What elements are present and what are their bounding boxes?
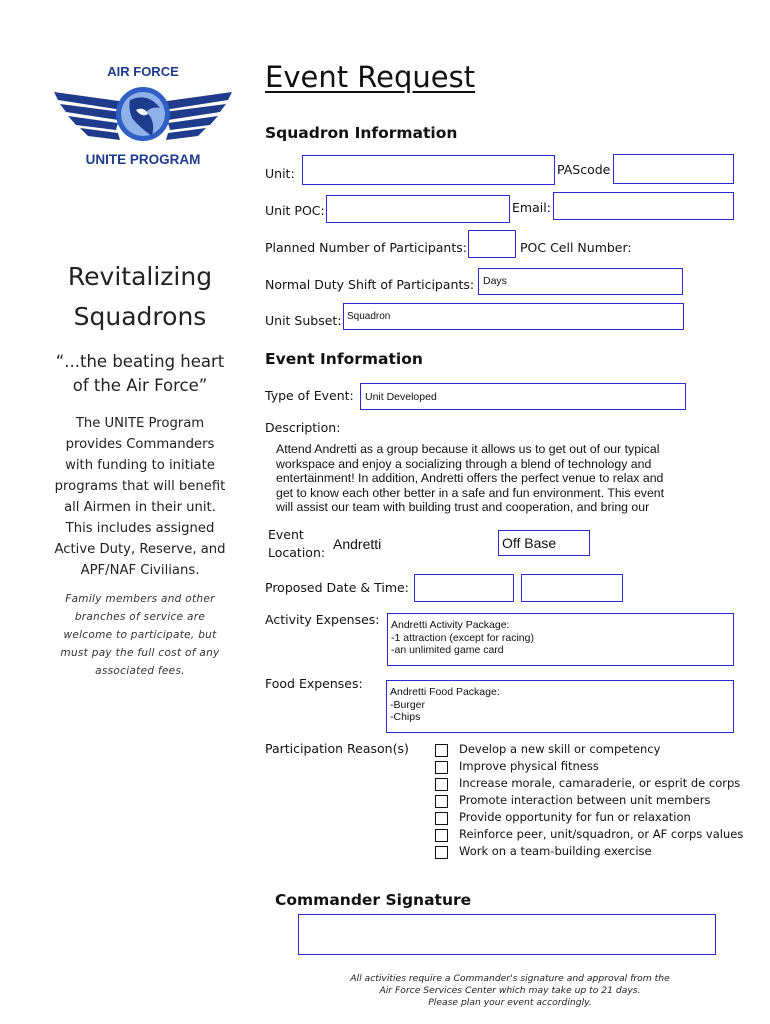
sidebar-body-line: The UNITE Program (75, 416, 205, 431)
email-label: Email: (512, 200, 551, 215)
description-line: Attend Andretti as a group because it allows us to get out of our typical (276, 442, 660, 456)
pascode-field[interactable] (613, 154, 734, 184)
activity-expenses-line: -an unlimited game card (391, 644, 504, 656)
unit-poc-label: Unit POC: (265, 203, 325, 218)
event-section-heading: Event Information (265, 350, 423, 368)
reason-checkbox[interactable] (435, 761, 448, 774)
reason-label: Increase morale, camaraderie, or esprit de corps (459, 776, 741, 790)
sidebar-note-line: associated fees. (95, 665, 185, 677)
reason-checkbox[interactable] (435, 778, 448, 791)
event-type-label: Type of Event: (265, 388, 354, 403)
base-location-field[interactable] (498, 530, 590, 556)
footer-note-line: Air Force Services Center which may take up to 21 days. (379, 985, 641, 996)
reason-label: Develop a new skill or competency (459, 742, 661, 756)
signature-heading: Commander Signature (275, 891, 472, 909)
description-field[interactable] (276, 442, 696, 522)
footer-note-line: All activities require a Commander's signature and approval from the (350, 973, 670, 984)
participation-reasons-label: Participation Reason(s) (265, 741, 409, 756)
unit-label: Unit: (265, 166, 295, 181)
proposed-date-label: Proposed Date & Time: (265, 580, 409, 595)
sidebar-body-line: APF/NAF Civilians. (80, 563, 200, 578)
sidebar-body-line: programs that will benefit (54, 479, 226, 494)
sidebar-note-line: must pay the full cost of any (60, 647, 220, 659)
squadron-section-heading: Squadron Information (265, 124, 458, 142)
description-line: entertainment! In addition, Andretti offers the perfect venue to relax and (276, 471, 664, 485)
poc-cell-label: POC Cell Number: (520, 240, 632, 255)
sidebar-body-line: Active Duty, Reserve, and (54, 542, 226, 557)
proposed-time-field[interactable] (521, 574, 623, 602)
reason-label: Promote interaction between unit members (459, 793, 711, 807)
sidebar-body-line: all Airmen in their unit. (64, 500, 216, 515)
event-type-value: Unit Developed (365, 391, 437, 403)
reason-checkbox[interactable] (435, 812, 448, 825)
food-expenses-label: Food Expenses: (265, 676, 363, 691)
activity-expenses-field[interactable] (387, 613, 734, 666)
food-expenses-line: -Burger (390, 698, 426, 711)
base-location-value: Off Base (502, 535, 557, 551)
footer-note (300, 973, 720, 1009)
event-type-field[interactable] (360, 383, 686, 410)
unit-subset-label: Unit Subset: (265, 313, 342, 328)
description-label: Description: (265, 420, 341, 435)
unit-field[interactable] (302, 155, 555, 185)
page-title: Event Request (265, 60, 476, 94)
sidebar-body-line: This includes assigned (65, 521, 215, 536)
air-force-unite-logo (48, 62, 238, 174)
unit-subset-field[interactable] (343, 303, 684, 330)
pascode-label: PAScode (557, 162, 611, 177)
duty-shift-value: Days (483, 275, 507, 287)
unit-subset-value: Squadron (347, 311, 391, 322)
sidebar-note-line: welcome to participate, but (63, 629, 217, 641)
food-expenses-line: Andretti Food Package: (390, 686, 500, 698)
reason-checkbox[interactable] (435, 744, 448, 757)
activity-expenses-line: Andretti Activity Package: (391, 619, 510, 631)
description-line: will assist our team with building trust and cooperation, and bring our (276, 500, 650, 514)
sidebar-body-line: with funding to initiate (65, 458, 215, 473)
event-location-label-line1: Event (268, 527, 304, 542)
description-line: workspace and enjoy a socializing through a blend of technology and (276, 456, 652, 471)
sidebar-note-line: Family members and other (65, 593, 215, 605)
duty-shift-label: Normal Duty Shift of Participants: (265, 277, 475, 292)
event-location-label-line2: Location: (268, 545, 326, 560)
reason-checkbox[interactable] (435, 795, 448, 808)
participants-label: Planned Number of Participants: (265, 240, 467, 255)
reason-checkbox[interactable] (435, 829, 448, 842)
logo-bottom-text: UNITE PROGRAM (85, 152, 201, 167)
reason-label: Provide opportunity for fun or relaxation (459, 810, 691, 824)
footer-note-line: Please plan your event accordingly. (428, 997, 592, 1008)
email-field[interactable] (553, 192, 734, 220)
proposed-date-field[interactable] (414, 574, 514, 602)
food-expenses-field[interactable] (386, 680, 734, 733)
reason-checkbox[interactable] (435, 846, 448, 859)
description-line: get to know each other better in a safe and fun environment. This event (276, 485, 665, 500)
logo-top-text: AIR FORCE (107, 64, 179, 79)
food-expenses-line: -Chips (390, 711, 421, 723)
sidebar-quote-line2: of the Air Force” (72, 376, 208, 395)
participants-field[interactable] (468, 230, 516, 258)
reason-label: Work on a team-building exercise (459, 844, 652, 858)
sidebar-headline-line2: Squadrons (73, 302, 207, 331)
sidebar-body (30, 413, 250, 581)
activity-expenses-label: Activity Expenses: (265, 612, 380, 627)
unit-poc-field[interactable] (326, 195, 510, 223)
reason-label: Improve physical fitness (459, 759, 599, 773)
sidebar-note-line: branches of service are (74, 611, 206, 623)
commander-signature-field[interactable] (298, 914, 716, 955)
sidebar-note (30, 590, 250, 680)
activity-expenses-line: -1 attraction (except for racing) (391, 631, 534, 644)
event-location-value[interactable]: Andretti (333, 536, 382, 552)
sidebar-body-line: provides Commanders (65, 437, 215, 452)
sidebar-quote-line1: “...the beating heart (55, 352, 225, 371)
sidebar-headline-line1: Revitalizing (67, 262, 213, 291)
duty-shift-field[interactable] (478, 268, 683, 295)
reason-label: Reinforce peer, unit/squadron, or AF corps values (459, 827, 744, 841)
